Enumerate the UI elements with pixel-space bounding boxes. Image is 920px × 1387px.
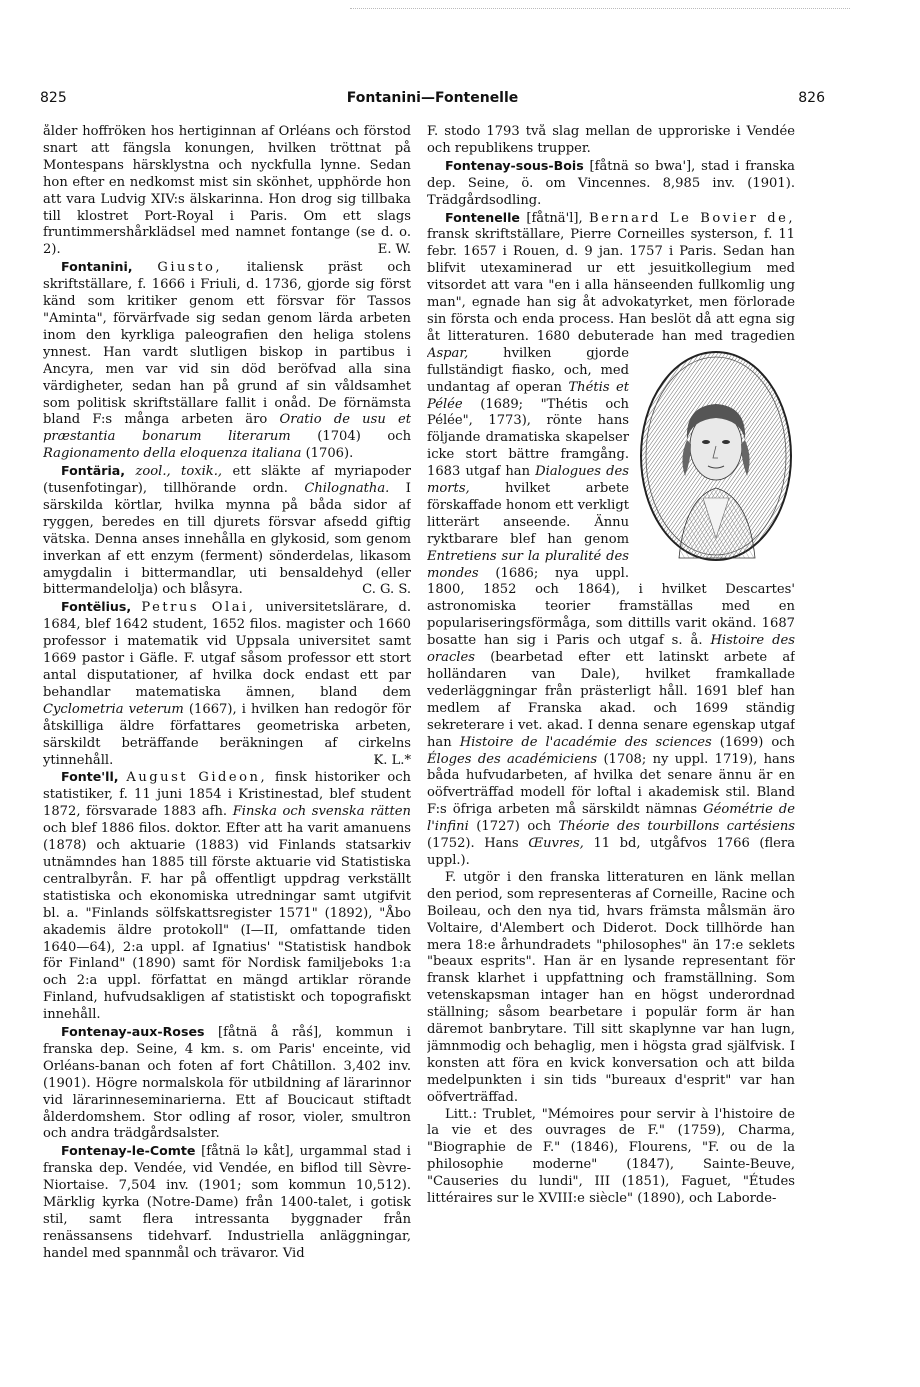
headword: Fontäria, (61, 463, 126, 479)
literature-paragraph: Litt.: Trublet, "Mémoires pour servir à l'histoire de la vie et des ouvrages de F." (1759), Charma, "Biographie de F." (1846), Flourens, "F. ou de la philosophie moderne" (1847), Sainte-Beuve, "Causeries du lundi", III (1851), Faguet, "Études littéraires sur le XVIII:e siècle" (1890), och Laborde- (427, 1106, 795, 1207)
entry-fontenelle: Fontenelle [fåtnä'l], Bernard Le Bovier de, fransk skriftställare, Pierre Corneilles systerson, f. 11 febr. 1657 i Rouen, d. 9 jan. 1757 i Paris. Sedan han blifvit utexaminerad ur ett jesuitkollegium med vitsordet att vara "en i alla hänseenden fullkomlig ung man", egnade han sig åt advokatyrket, men förlorade sin första och enda process. Han beslöt då att egna sig åt litteraturen. 1680 debuterade han med tragedien Aspar, hvilken gjorde fullständigt fiasko, och, med undantag af operan Thétis et Pélée (1689; "Thétis och Pélée", 1773), rönte hans följande dramatiska skapelser icke stort bättre framgång. 1683 utgaf han Dialogues des morts, hvilket arbete förskaffade honom ett verkligt litterärt anseende. Ännu ryktbarare blef han genom Entretiens sur la pluralité des mondes (1686; nya uppl. 1800, 1852 och 1864), i hvilket Descartes' astronomiska teorier framställas med en populariseringsförmåga, som dittills varit okänd. 1687 bosatte han sig i Paris och utgaf s. å. Histoire des oracles (bearbetad efter ett latinskt arbete af holländaren van Dale), hvilket framkallade vederläggningar från prästerligt håll. 1691 blef han medlem af Franska akad. och 1699 ständig sekreterare i vet. akad. I denna senare egenskap utgaf han Histoire de l'académie des sciences (1699) och Éloges des académiciens (1708; ny uppl. 1719), hans båda hufvudarbeten, af hvilka det senare ännu är en oöfverträffad modell för loftal i akademisk stil. Bland F:s öfriga arbeten må särskildt nämnas Géométrie de l'infini (1727) och Théorie des tourbillons cartésiens (1752). Hans Œuvres, 11 bd, utgåfvos 1766 (flera uppl.). (427, 209, 795, 868)
headword: Fonte'll, (61, 769, 119, 785)
author-signature: C. G. S. (362, 582, 411, 598)
entry-fontell: Fonte'll, August Gideon, finsk historiker och statistiker, f. 11 juni 1854 i Kristinestad, blef student 1872, försvarade 1883 afh. Finska och svenska rätten och blef 1886 filos. doktor. Efter att ha varit amanuens (1878) och aktuarie (1883) vid Finlands statsarkiv utnämndes han 1885 till förste aktuarie vid Statistiska centralbyrån. F. har på offentligt uppdrag verkställt statistiska och ekonomiska utredningar samt utgifvit bl. a. "Finlands sölfskattsregister 1571" (1892), "Åbo akademis äldre protokoll" (I—II, omfattande tiden 1640—64), 2:a uppl. af Ignatius' "Statistisk handbok för Finland" (1890) samt för Nordisk familjeboks 1:a och 2:a uppl. författat en mängd artiklar rörande Finland, hufvudsakligen af statistiskt och topografiskt innehåll. (43, 769, 411, 1023)
headword: Fontenay-aux-Roses (61, 1024, 205, 1040)
headword: Fontenelle (445, 209, 520, 225)
portrait-icon (637, 348, 795, 564)
entry-fontenay-sous-bois: Fontenay-sous-Bois [fåtnä so bwa'], stad i franska dep. Seine, ö. om Vincennes. 8,985 inv. (1901). Trädgårdsodling. (427, 157, 795, 208)
author-signature: E. W. (377, 242, 411, 258)
page-header (40, 90, 825, 112)
left-column (43, 124, 411, 1364)
right-column (427, 124, 795, 1364)
entry-fontaria: Fontäria, zool., toxik., ett släkte af myriapoder (tusenfotingar), tillhörande ordn. Chilognatha. I särskilda körtlar, hvilka mynna på båda sidor af ryggen, beredes en till djurets försvar afsedd giftig vätska. Denna anses innehålla en glykosid, som genom inverkan af ett enzym (ferment) sönderdelas, likasom amygdalin i bittermandlar, uti bensaldehyd (eller bittermandelolja) och blåsyra. C. G. S. (43, 463, 411, 598)
scan-edge-rule (350, 8, 850, 10)
headword: Fontenay-le-Comte (61, 1143, 196, 1159)
entry-fontenay-le-comte: Fontenay-le-Comte [fåtnä lə kåt], urgammal stad i franska dep. Vendée, vid Vendée, en biflod till Sèvre-Niortaise. 7,504 inv. (1901; som kommun 10,512). Märklig kyrka (Notre-Dame) från 1400-talet, i gotisk stil, samt flera intressanta byggnader från renässansens tidehvarf. Industriella anläggningar, handel med spannmål och trävaror. Vid (43, 1143, 411, 1261)
headword: Fontenay-sous-Bois (445, 157, 584, 173)
headword: Fontanini, (61, 259, 133, 275)
entry-paragraph: F. utgör i den franska litteraturen en länk mellan den period, som representeras af Corneille, Racine och Boileau, och den nya tid, hvars främsta målsmän äro Voltaire, d'Alembert och Diderot. Dock tillhörde han mera 18:e århundradets "philosophes" än 17:e seklets "beaux esprits". Han är en lysande representant för fransk klarhet i uppfattning och framställning. Som vetenskapsman intager han en högst underordnad ställning; såsom bearbetare i populär form är han däremot banbrytare. Till sitt skaplynne var han lugn, jämnmodig och behaglig, men i högsta grad själfvisk. I konsten att föra en kvick konversation och att bilda medelpunkten i sin tids "bureaux d'esprit" var han oöfverträffad. (427, 869, 795, 1105)
entry-fontelius: Fontëlius, Petrus Olai, universitetslärare, d. 1684, blef 1642 student, 1652 filos. magister och 1660 professor i matematik vid Uppsala universitet samt 1669 pastor i Gäfle. F. utgaf såsom professor ett stort antal disputationer, af hvilka dock endast ett par behandlar matematiska ämnen, bland dem Cyclometria veterum (1667), i hvilken han redogör för åtskilliga äldre författares geometriska arbeten, särskildt beträffande beräkningen af cirkelns ytinnehåll. K. L.* (43, 599, 411, 768)
entry-continuation: F. stodo 1793 två slag mellan de upproriske i Vendée och republikens trupper. (427, 124, 795, 156)
author-signature: K. L.* (373, 752, 411, 768)
headword: Fontëlius, (61, 599, 132, 615)
page-number-right: 826 (798, 90, 825, 106)
entry-fontanini: Fontanini, Giusto, italiensk präst och skriftställare, f. 1666 i Friuli, d. 1736, gjorde sig först känd som kritiker genom ett försvar för Tassos "Aminta", förvärfvade sig sedan genom lärda arbeten inom den kyrkliga paleografien den heliga stolens ynnest. Han vardt slutligen biskop in partibus i Ancyra, men var vid sin död beröfvad alla sina värdigheter, sedan han på grund af sin våldsamhet som politisk skriftställare fallit i onåd. De förnämsta bland F:s många arbeten äro Oratio de usu et præstantia bonarum literarum (1704) och Ragionamento della eloquenza italiana (1706). (43, 259, 411, 462)
running-title: Fontanini—Fontenelle (346, 90, 519, 106)
entry-fontenay-aux-roses: Fontenay-aux-Roses [fåtnä å råś], kommun i franska dep. Seine, 4 km. s. om Paris' enceinte, vid Orléans-banan och foten af fort Châtillon. 3,402 inv. (1901). Högre normalskola för utbildning af lärarinnor vid lärarinneseminarierna. Ett af Boucicaut stiftadt ålderdomshem. Stor odling af rosor, violer, smultron och andra trädgårdsalster. (43, 1024, 411, 1142)
entry-continuation: ålder hoffröken hos hertiginnan af Orléans och förstod snart att fängsla konungen, hvilken tröttnat på Montespans härsklystna och nyckfulla lynne. Sedan hon efter en nedkomst mist sin skönhet, upphörde hon att vara Ludvig XIV:s älskarinna. Hon drog sig tillbaka till klostret Port-Royal i Paris. Om ett slags fruntimmershårklädsel med namnet fontange (se d. o. 2). E. W. (43, 124, 411, 258)
portrait-engraving (637, 348, 795, 564)
page-number-left: 825 (40, 90, 67, 106)
